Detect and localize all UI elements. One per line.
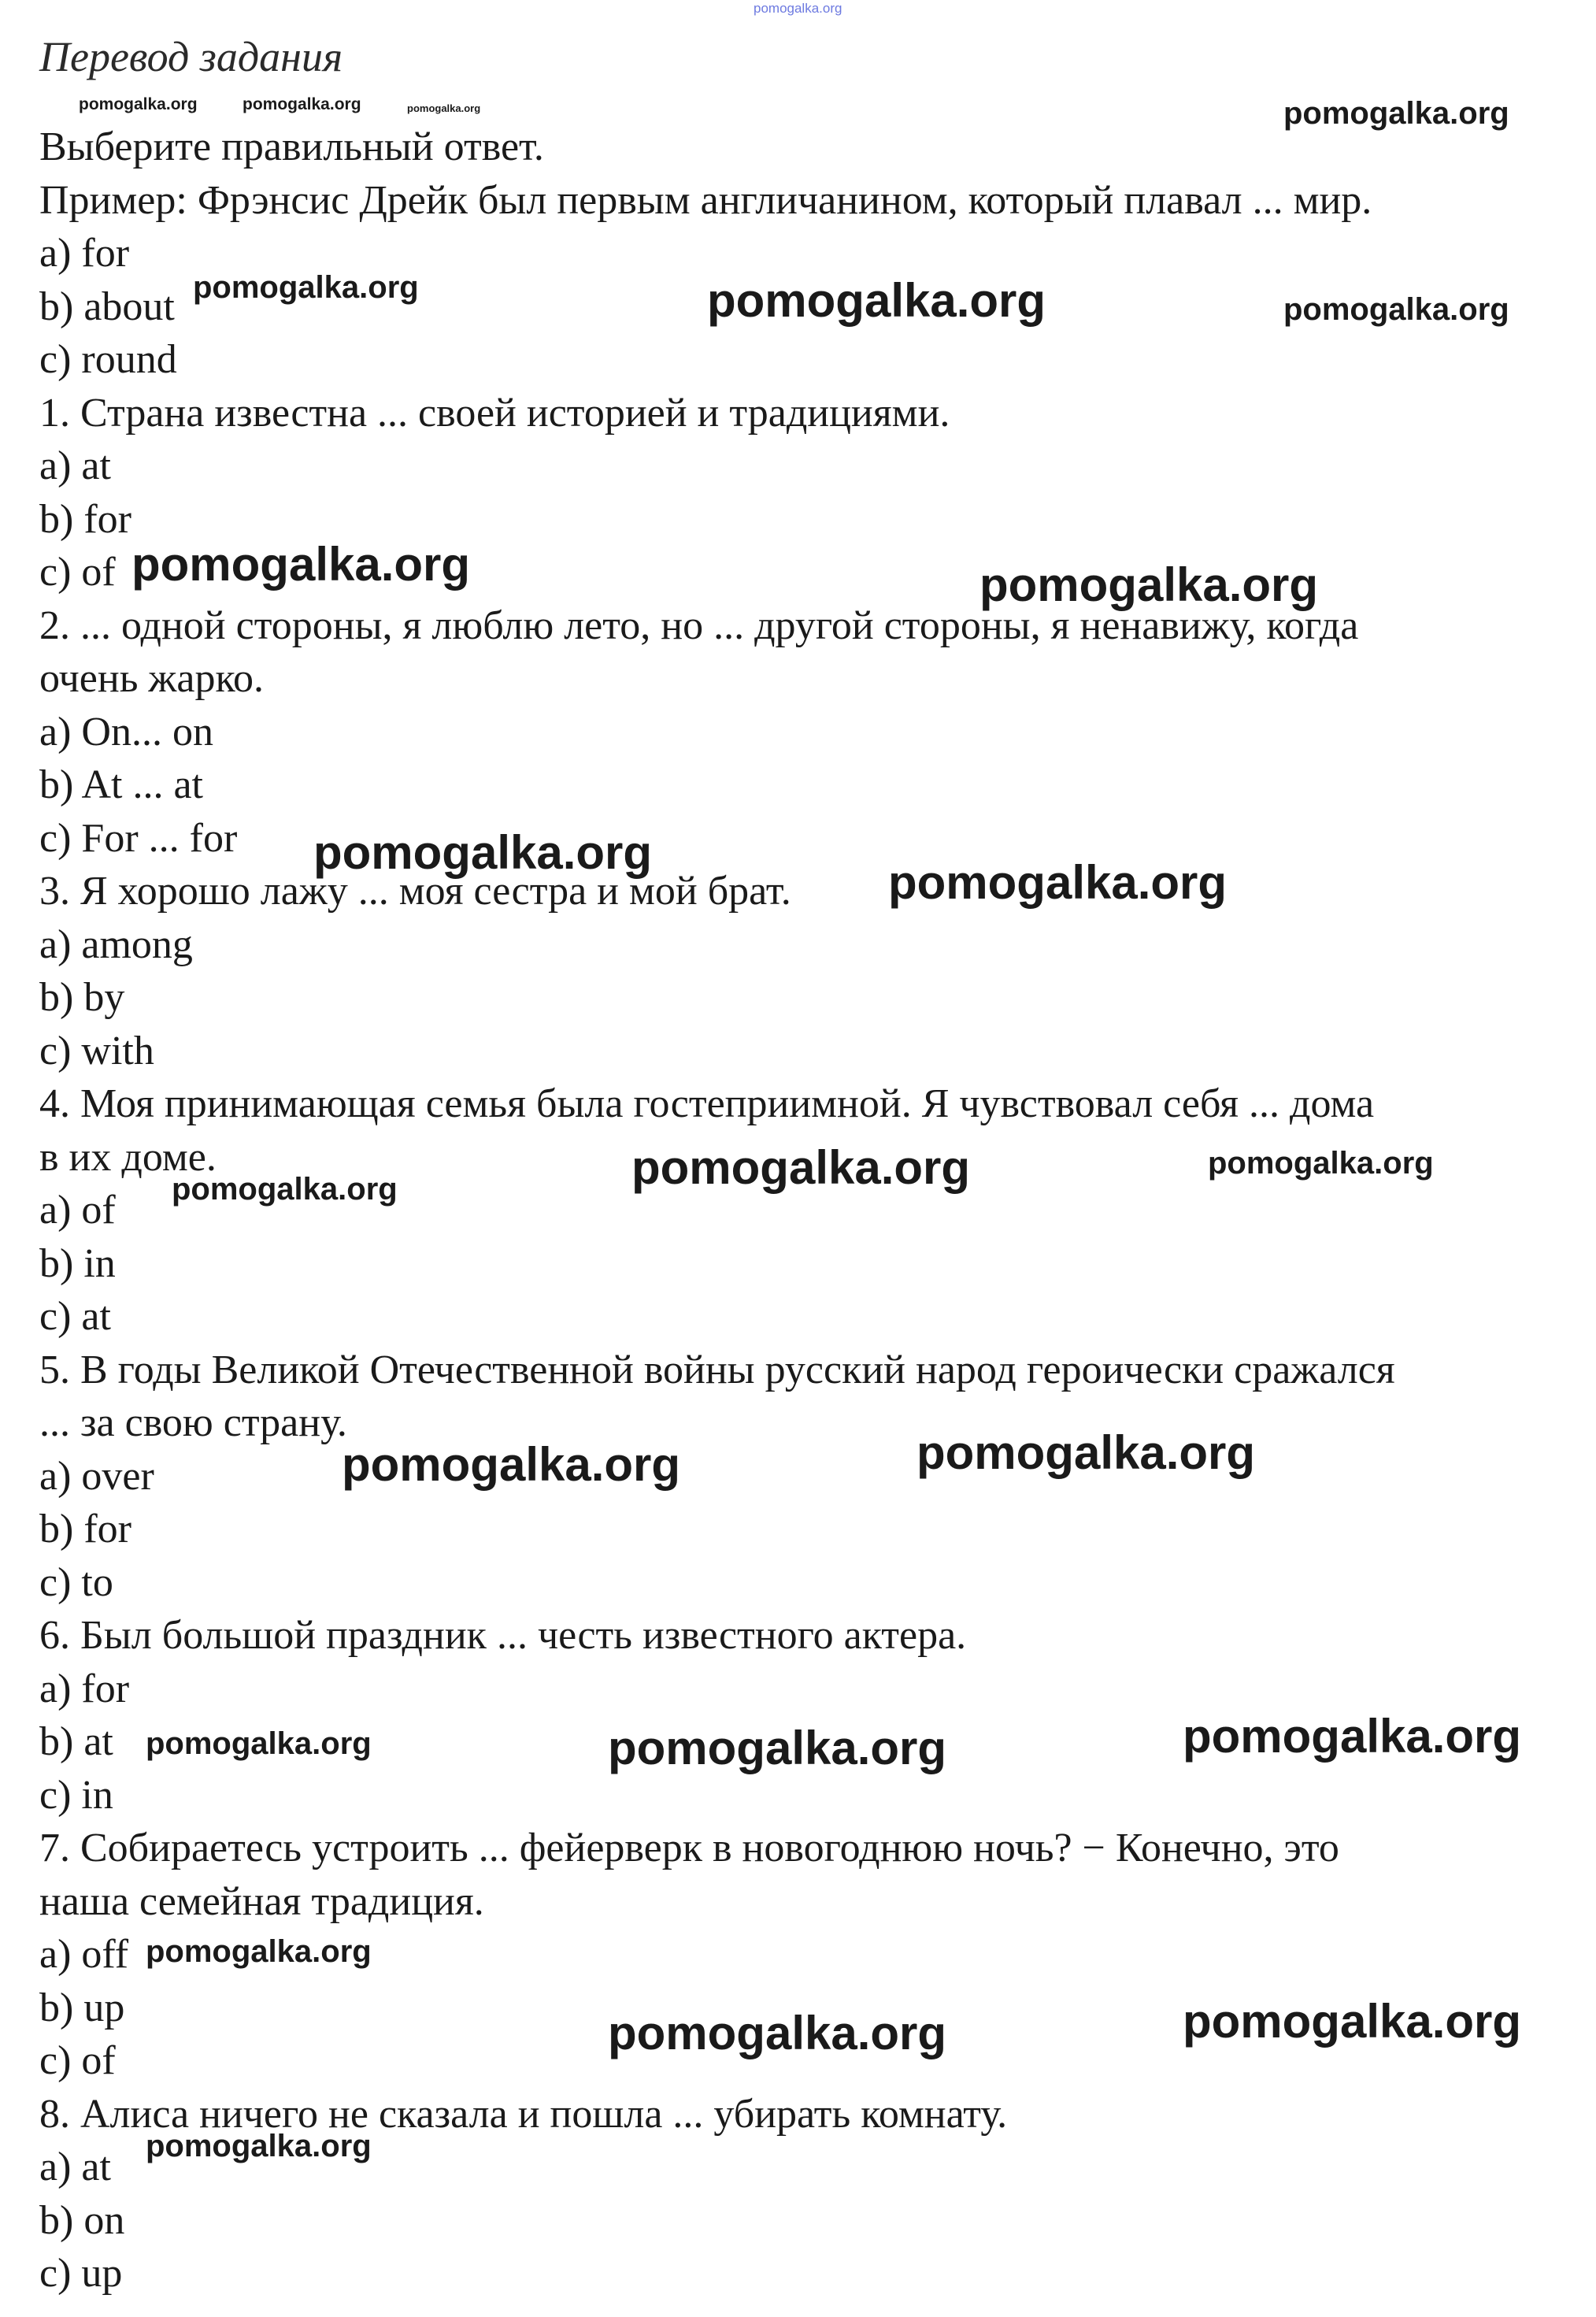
answer-option: b) on [39, 2197, 125, 2243]
watermark: pomogalka.org [888, 856, 1228, 909]
answer-option: a) On... on [39, 709, 213, 754]
answer-option: c) For ... for [39, 815, 238, 861]
answer-option: b) about [39, 284, 175, 329]
watermark: pomogalka.org [1183, 1995, 1522, 2048]
answer-option: c) round [39, 337, 177, 382]
answer-option: b) for [39, 496, 131, 542]
watermark: pomogalka.org [146, 2129, 372, 2163]
answer-option: c) of [39, 550, 116, 595]
answer-option: b) in [39, 1240, 116, 1286]
question-8: 8. Алиса ничего не сказала и пошла ... убирать комнату. [39, 2091, 1008, 2137]
watermark: pomogalka.org [1208, 1146, 1434, 1181]
example-question: Пример: Фрэнсис Дрейк был первым англичанином, который плавал ... мир. [39, 177, 1372, 223]
question-2-continued: очень жарко. [39, 656, 265, 701]
answer-option: b) by [39, 975, 125, 1020]
answer-option: a) over [39, 1453, 154, 1499]
watermark: pomogalka.org [146, 1726, 372, 1761]
question-4: 4. Моя принимающая семья была гостеприимной. Я чувствовал себя ... дома [39, 1081, 1375, 1126]
watermark: pomogalka.org [608, 2007, 947, 2059]
question-4-continued: в их доме. [39, 1134, 217, 1180]
answer-option: b) at [39, 1719, 113, 1764]
watermark: pomogalka.org [1283, 96, 1509, 131]
watermark: pomogalka.org [1183, 1710, 1522, 1763]
question-5: 5. В годы Великой Отечественной войны русский народ героически сражался [39, 1347, 1395, 1392]
answer-option: c) up [39, 2251, 123, 2296]
watermark: pomogalka.org [131, 538, 471, 591]
question-1: 1. Страна известна ... своей историей и традициями. [39, 390, 950, 436]
answer-option: c) to [39, 1559, 113, 1605]
question-7-continued: наша семейная традиция. [39, 1878, 484, 1924]
watermark: pomogalka.org [342, 1438, 681, 1491]
watermark: pomogalka.org [916, 1426, 1256, 1479]
answer-option: c) with [39, 1028, 154, 1073]
watermark: pomogalka.org [407, 102, 481, 114]
watermark: pomogalka.org [172, 1172, 398, 1207]
answer-option: a) for [39, 1666, 130, 1711]
answer-option: b) for [39, 1507, 131, 1551]
watermark: pomogalka.org [608, 1722, 947, 1774]
answer-option: a) for [39, 231, 130, 276]
answer-option: b) up [39, 1985, 125, 2030]
answer-option: a) among [39, 921, 193, 967]
watermark: pomogalka.org [979, 558, 1319, 611]
answer-option: a) at [39, 2145, 111, 2189]
answer-option: a) at [39, 443, 111, 488]
answer-option: c) of [39, 2038, 116, 2083]
question-2: 2. ... одной стороны, я люблю лето, но ... другой стороны, я ненавижу, когда [39, 602, 1359, 648]
watermark: pomogalka.org [631, 1141, 971, 1194]
answer-option: b) At ... at [39, 762, 203, 807]
watermark: pomogalka.org [754, 1, 842, 16]
question-3: 3. Я хорошо лажу ... моя сестра и мой брат. [39, 869, 791, 914]
instruction-line: Выберите правильный ответ. [39, 124, 544, 169]
watermark: pomogalka.org [1283, 292, 1509, 327]
question-7: 7. Собираетесь устроить ... фейерверк в новогоднюю ночь? − Конечно, это [39, 1826, 1339, 1870]
page-heading: Перевод задания [39, 33, 343, 80]
watermark: pomogalka.org [313, 826, 653, 879]
answer-option: a) off [39, 1932, 129, 1977]
watermark: pomogalka.org [707, 274, 1046, 327]
exercise-body [39, 120, 1583, 2300]
question-6: 6. Был большой праздник ... честь известного актера. [39, 1613, 967, 1658]
answer-option: c) in [39, 1772, 113, 1818]
question-5-continued: ... за свою страну. [39, 1400, 347, 1445]
watermark: pomogalka.org [193, 270, 419, 305]
watermark: pomogalka.org [79, 95, 198, 113]
answer-option: c) at [39, 1294, 111, 1339]
answer-option: a) of [39, 1188, 116, 1233]
watermark: pomogalka.org [243, 95, 361, 113]
watermark: pomogalka.org [146, 1934, 372, 1969]
